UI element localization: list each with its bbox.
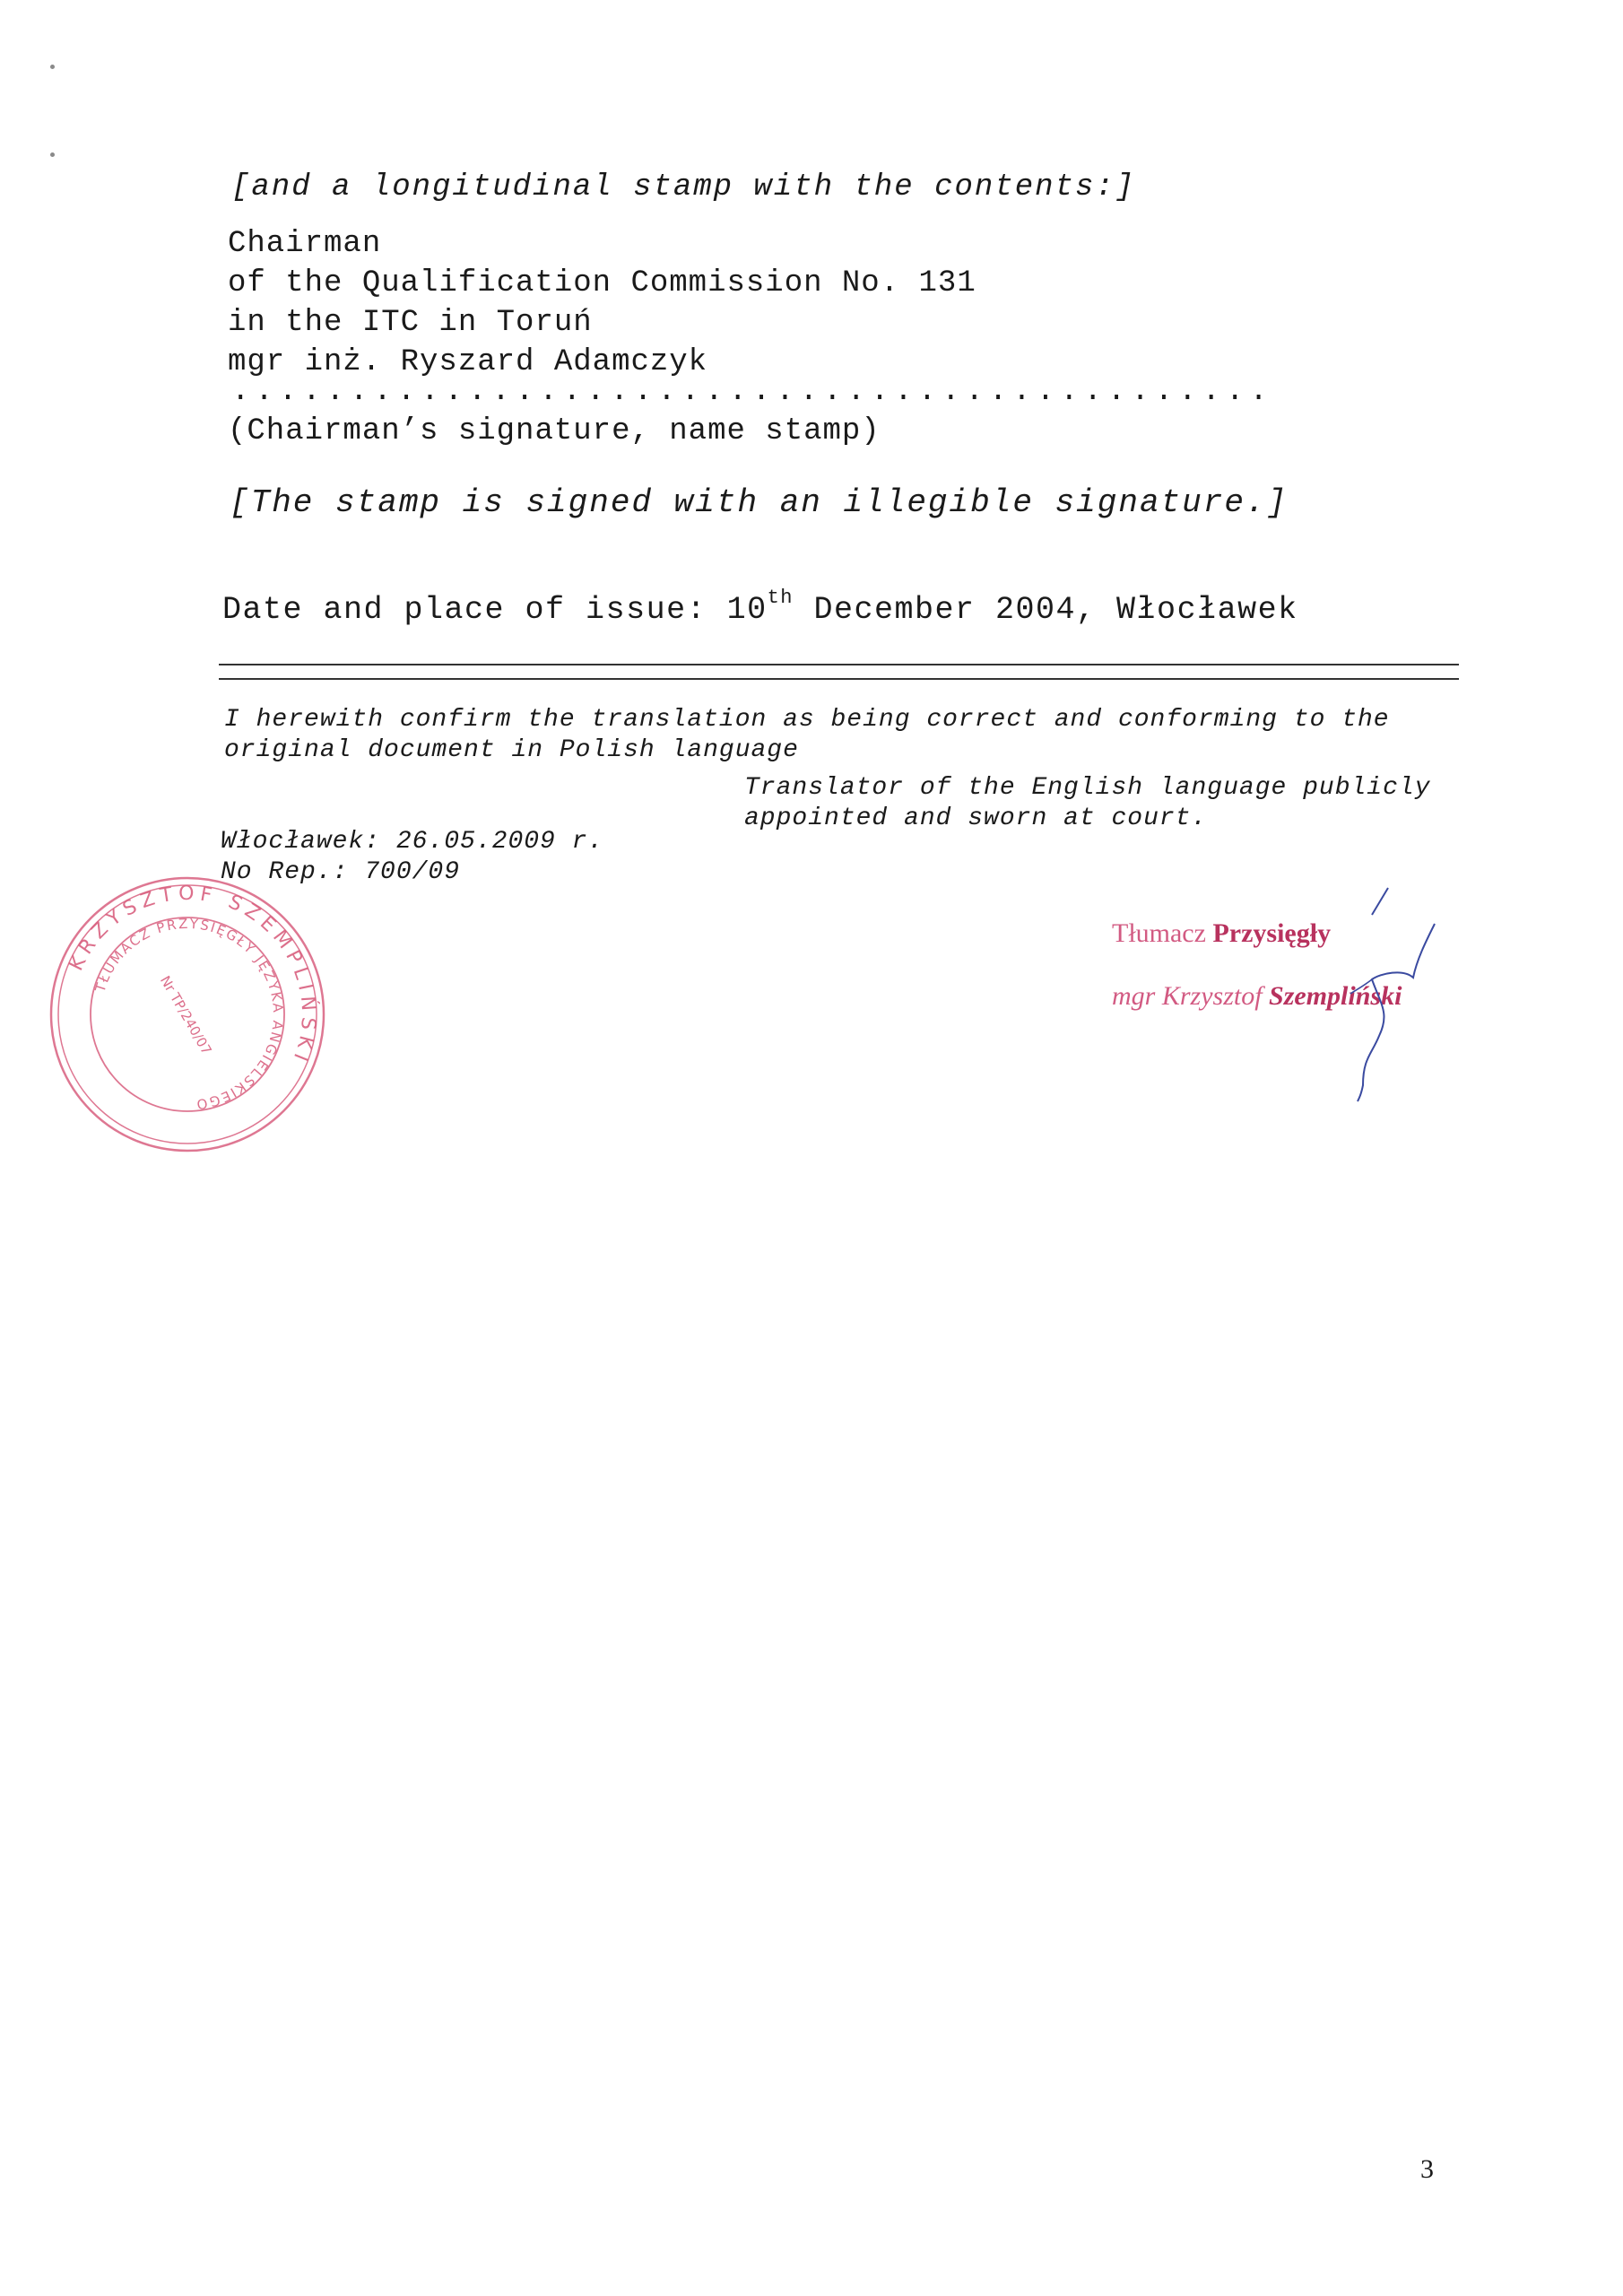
stamp-contents xyxy=(228,224,976,382)
stamp-line-chairman: Chairman xyxy=(228,227,382,261)
divider-line xyxy=(219,664,1459,665)
chairman-signature-label: (Chairman’s signature, name stamp) xyxy=(228,414,881,448)
translator-seal xyxy=(39,866,335,1167)
rep-number: No Rep.: 700/09 xyxy=(221,858,461,886)
date-prefix: Date and place of issue: 10 xyxy=(222,592,768,628)
signature-name-prefix: mgr Krzysztof xyxy=(1112,981,1270,1011)
seal-number: Nr TP/240/07 xyxy=(156,972,215,1058)
stamp-line-commission: of the Qualification Commission No. 131 xyxy=(228,266,976,300)
signature-title-prefix: Tłumacz xyxy=(1112,918,1213,948)
signature-title-bold: Przysięgły xyxy=(1212,918,1332,948)
stamp-line-name: mgr inż. Ryszard Adamczyk xyxy=(228,345,708,379)
signature-dots: ............................................ xyxy=(231,375,1273,409)
place-date: Włocławek: 26.05.2009 r. xyxy=(221,828,604,856)
translator-line-1: Translator of the English language publicly xyxy=(744,774,1431,802)
date-of-issue xyxy=(222,587,1298,628)
signed-note: [The stamp is signed with an illegible signature.] xyxy=(230,484,1289,521)
divider-line xyxy=(219,678,1459,680)
translator-line-2: appointed and sworn at court. xyxy=(744,804,1208,832)
date-superscript: th xyxy=(767,587,794,609)
seal-inner-text: TŁUMACZ PRZYSIĘGŁY JĘZYKA ANGIELSKIEGO xyxy=(91,915,287,1113)
translator-credentials xyxy=(744,773,1431,834)
seal-icon xyxy=(39,866,335,1162)
stamp-note: [and a longitudinal stamp with the contents:] xyxy=(231,170,1136,204)
stamp-line-itc: in the ITC in Toruń xyxy=(228,306,593,340)
date-suffix: December 2004, Włocławek xyxy=(794,592,1298,628)
seal-outer-text: KRZYSZTOF SZEMPLIŃSKI xyxy=(65,882,320,1069)
confirmation-text: I herewith confirm the translation as being correct and conforming to the original document in Polish language xyxy=(224,706,1390,764)
scan-speck xyxy=(50,152,55,157)
signature-name-bold: Szempliński xyxy=(1269,981,1402,1011)
page-number: 3 xyxy=(1420,2154,1434,2184)
scan-speck xyxy=(50,65,55,69)
handwritten-signature xyxy=(1237,879,1471,1103)
